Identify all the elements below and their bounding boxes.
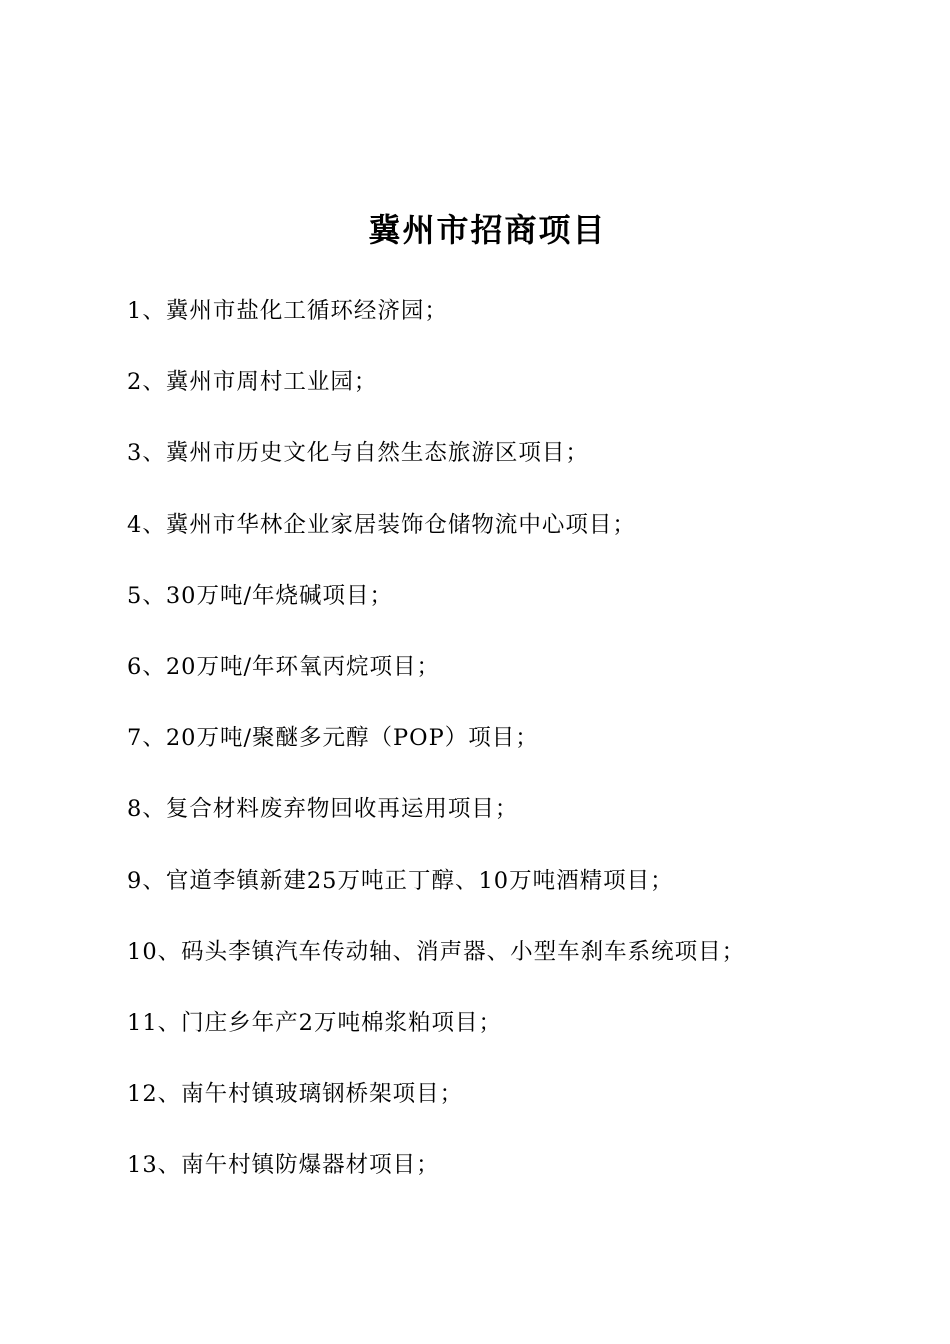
project-item-9: 9、官道李镇新建25万吨正丁醇、10万吨酒精项目； <box>127 867 674 894</box>
project-item-6: 6、20万吨/年环氧丙烷项目； <box>127 653 441 680</box>
project-item-11: 11、门庄乡年产2万吨棉浆粕项目； <box>127 1009 502 1036</box>
document-title: 冀州市招商项目 <box>368 211 607 249</box>
project-list <box>127 289 745 1214</box>
project-item-4: 4、冀州市华林企业家居装饰仓储物流中心项目； <box>127 511 636 538</box>
project-item-8: 8、复合材料废弃物回收再运用项目； <box>127 796 519 823</box>
project-item-10: 10、码头李镇汽车传动轴、消声器、小型车刹车系统项目； <box>127 938 746 965</box>
project-item-12: 12、南午村镇玻璃钢桥架项目； <box>127 1081 464 1108</box>
project-item-1: 1、冀州市盐化工循环经济园； <box>127 298 448 324</box>
project-item-13: 13、南午村镇防爆器材项目； <box>127 1152 440 1179</box>
project-item-3: 3、冀州市历史文化与自然生态旅游区项目； <box>127 440 589 467</box>
project-item-7: 7、20万吨/聚醚多元醇（POP）项目； <box>127 725 539 752</box>
project-item-2: 2、冀州市周村工业园； <box>127 369 378 396</box>
project-item-5: 5、30万吨/年烧碱项目； <box>127 582 394 609</box>
